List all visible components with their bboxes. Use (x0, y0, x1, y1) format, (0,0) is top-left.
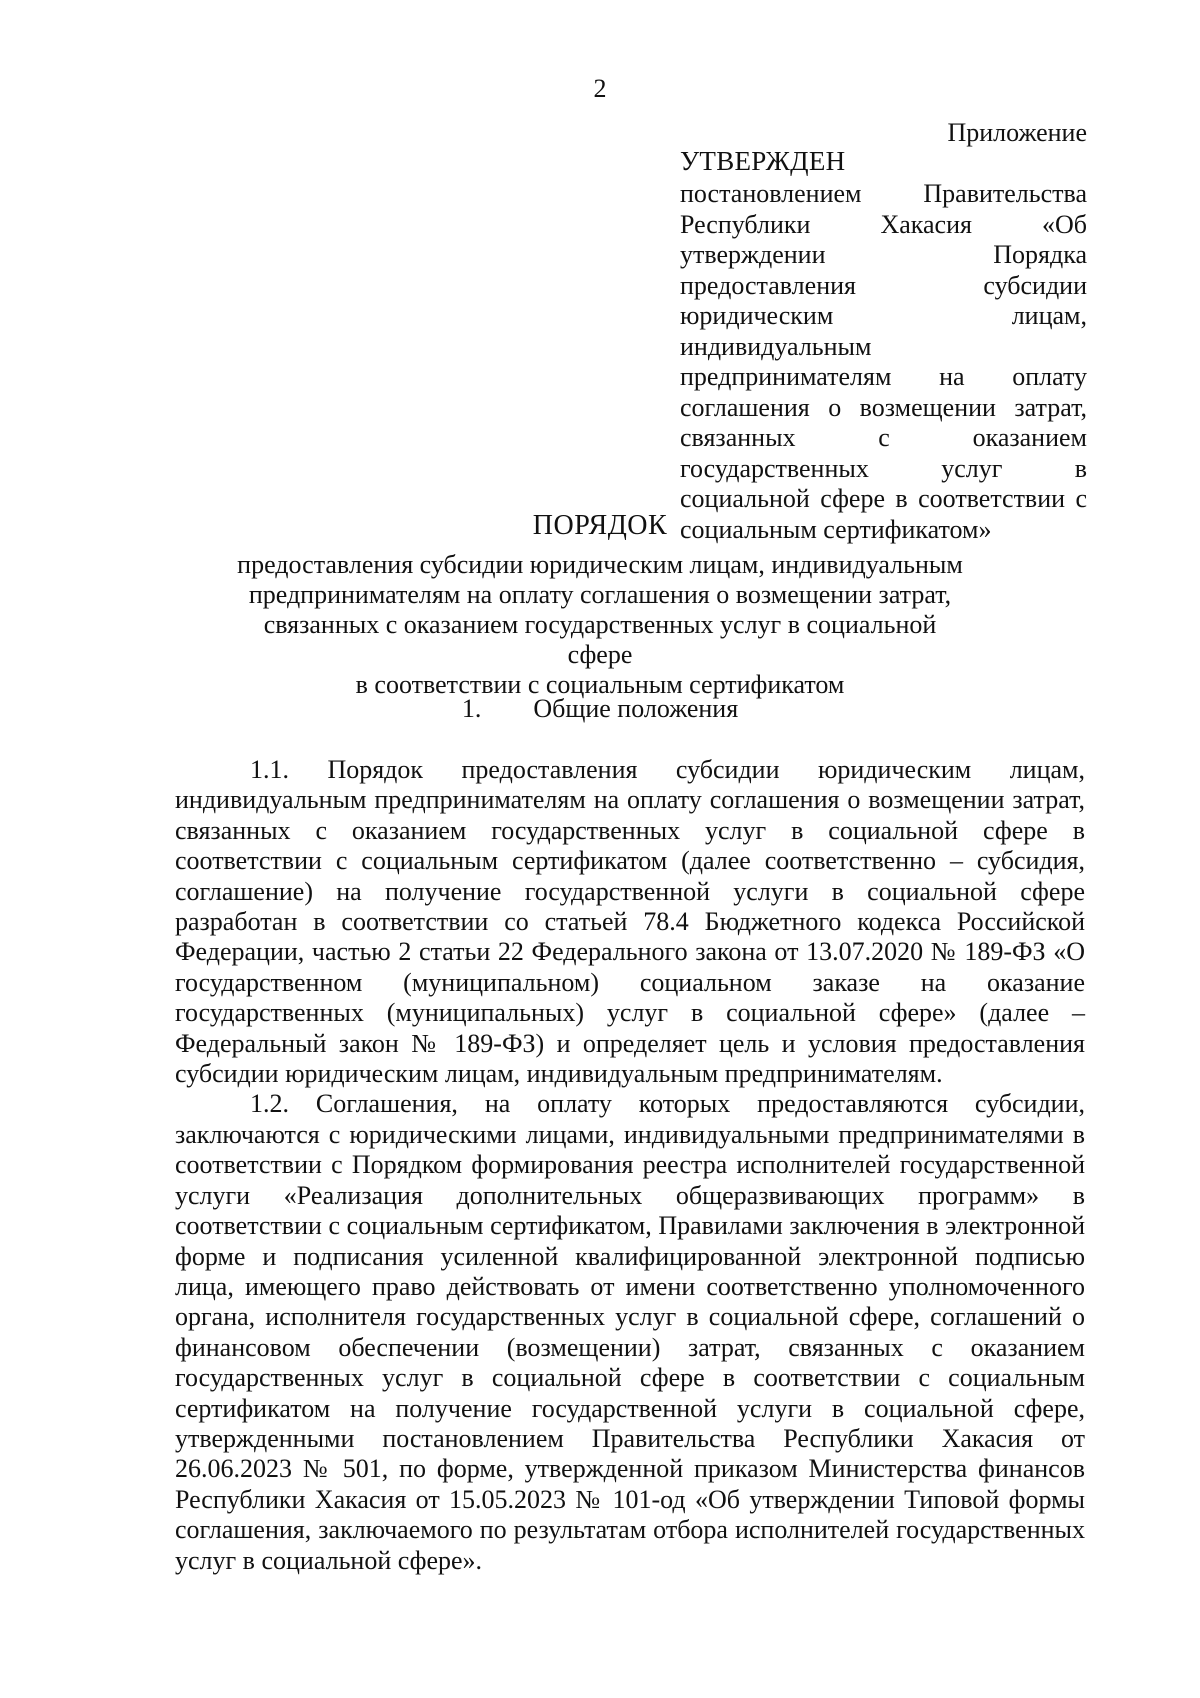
subtitle-line: в соответствии с социальным сертификатом (355, 670, 845, 699)
approval-block (680, 145, 1087, 545)
paragraph-1-2: 1.2. Соглашения, на оплату которых предоставляются субсидии, заключаются с юридическими лицами, индивидуальными предпринимателями в соответствии с Порядком формирования реестра исполнителей государственной услуги «Реализация дополнительных общеразвивающих программ» в соответствии с социальным сертификатом, Правилами заключения в электронной форме и подписания усиленной квалифицированной электронной подписью лица, имеющего право действовать от имени соответственно уполномоченного органа, исполнителя государственных услуг в социальной сфере, соглашений о финансовом обеспечении (возмещении) затрат, связанных с оказанием государственных услуг в социальной сфере в соответствии с социальным сертификатом на получение государственной услуги в социальной сфере, утвержденными постановлением Правительства Республики Хакасия от 26.06.2023 № 501, по форме, утвержденной приказом Министерства финансов Республики Хакасия от 15.05.2023 № 101-од «Об утверждении Типовой формы соглашения, заключаемого по результатам отбора исполнителей государственных услуг в социальной сфере». (175, 1089, 1085, 1575)
main-text (175, 755, 1085, 1576)
document-title: ПОРЯДОК (532, 510, 668, 541)
subtitle-line: предпринимателям на оплату соглашения о возмещении затрат, (248, 580, 952, 609)
title-block (230, 510, 970, 700)
section-title: Общие положения (533, 694, 739, 723)
subtitle-line: связанных с оказанием государственных услуг в социальной сфере (263, 610, 937, 669)
subtitle-line: предоставления субсидии юридическим лицам, индивидуальным (237, 550, 963, 579)
approval-text: постановлением Правительства Республики Хакасия «Об утверждении Порядка предоставления субсидии юридическим лицам, индивидуальным предпринимателям на оплату соглашения о возмещении затрат, связанных с оказанием государственных услуг в социальной сфере в соответствии с социальным сертификатом» (680, 179, 1087, 544)
section-heading (0, 694, 1200, 724)
appendix-label: Приложение (947, 118, 1087, 147)
document-subtitle (230, 550, 970, 700)
approved-heading: УТВЕРЖДЕН (680, 146, 846, 176)
section-number: 1. (461, 694, 482, 723)
paragraph-1-1: 1.1. Порядок предоставления субсидии юридическим лицам, индивидуальным предпринимателям на оплату соглашения о возмещении затрат, связанных с оказанием государственных услуг в социальной сфере в соответствии с социальным сертификатом (далее соответственно – субсидия, соглашение) на получение государственной услуги в социальной сфере разработан в соответствии со статьей 78.4 Бюджетного кодекса Российской Федерации, частью 2 статьи 22 Федерального закона от 13.07.2020 № 189-ФЗ «О государственном (муниципальном) социальном заказе на оказание государственных (муниципальных) услуг в социальной сфере» (далее – Федеральный закон № 189-ФЗ) и определяет цель и условия предоставления субсидии юридическим лицам, индивидуальным предпринимателям. (175, 755, 1085, 1089)
page-number: 2 (593, 74, 607, 103)
